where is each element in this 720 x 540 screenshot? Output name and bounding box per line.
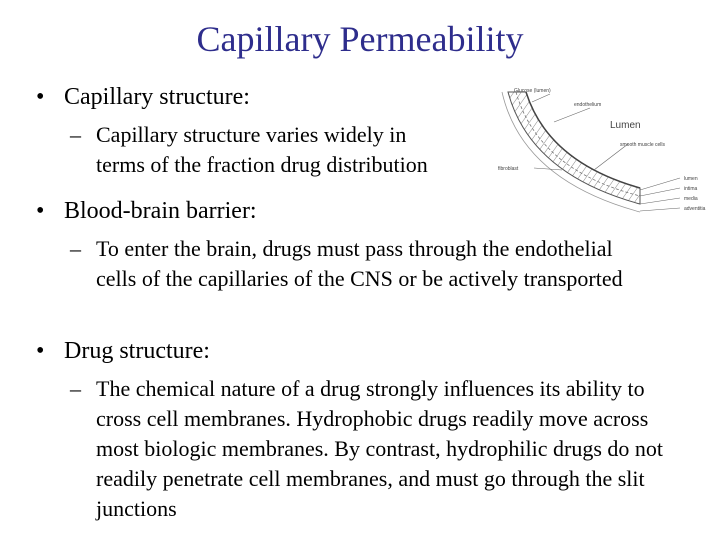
diagram-label-endothelium: endothelium bbox=[574, 102, 602, 108]
bullet-heading: Blood-brain barrier: bbox=[64, 198, 257, 224]
sub-bullet-blood-brain-barrier bbox=[70, 234, 650, 294]
diagram-label-right1: lumen bbox=[684, 176, 698, 182]
page-title: Capillary Permeability bbox=[196, 19, 524, 59]
dash-glyph: – bbox=[70, 376, 81, 401]
dash-glyph: – bbox=[70, 122, 81, 147]
bullet-heading: Capillary structure: bbox=[64, 84, 250, 110]
dash-glyph: – bbox=[70, 236, 81, 261]
bullet-glyph: • bbox=[36, 338, 45, 364]
bullet-glyph: • bbox=[36, 198, 45, 224]
bullet-drug-structure bbox=[36, 336, 210, 366]
bullet-capillary-structure bbox=[36, 82, 250, 112]
bullet-glyph: • bbox=[36, 84, 45, 110]
diagram-label-right4: adventitia bbox=[684, 206, 706, 212]
capillary-wall-diagram bbox=[490, 84, 714, 218]
sub-bullet-line: terms of the fraction drug distribution bbox=[96, 152, 428, 177]
sub-bullet-drug-structure bbox=[70, 374, 685, 524]
diagram-label-top: Glucose (lumen) bbox=[514, 88, 551, 94]
sub-bullet-text: The chemical nature of a drug strongly influences its ability to cross cell membranes. Hydrophobic drugs readily move across most biologic membranes. By contrast, hydrophilic drugs do not readily penetrate cell membranes, and must go through the slit junctions bbox=[96, 376, 664, 521]
diagram-label-lumen: Lumen bbox=[610, 120, 641, 131]
bullet-blood-brain-barrier bbox=[36, 196, 257, 226]
diagram-label-fibroblast: fibroblast bbox=[498, 166, 519, 172]
diagram-label-right2: intima bbox=[684, 186, 698, 192]
sub-bullet-line: Capillary structure varies widely in bbox=[96, 122, 407, 147]
diagram-label-right3: media bbox=[684, 196, 698, 202]
bullet-heading: Drug structure: bbox=[64, 338, 210, 364]
diagram-label-smooth-muscle: smooth muscle cells bbox=[620, 142, 666, 148]
sub-bullet-text: To enter the brain, drugs must pass through the endothelial cells of the capillaries of the CNS or be actively transported bbox=[96, 236, 623, 291]
sub-bullet-capillary-structure bbox=[70, 120, 510, 180]
vessel-wall-layers bbox=[508, 92, 640, 204]
